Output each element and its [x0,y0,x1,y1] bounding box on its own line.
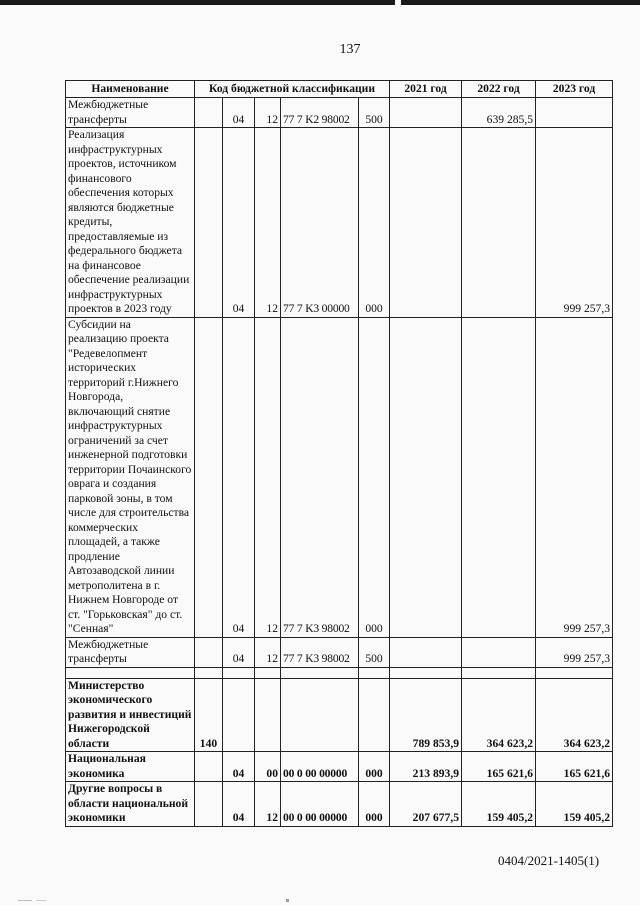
header-classification: Код бюджетной классификации [195,81,390,98]
cell-amount-2023: 999 257,3 [536,128,613,318]
cell-subsection-code: 12 [255,128,281,318]
cell-ministry-code [195,317,223,637]
cell-expense-type-code: 000 [359,317,390,637]
table-row [66,128,613,318]
cell-amount-2021 [390,128,462,318]
top-border-rule [0,0,640,5]
cell-amount-2022: 165 621,6 [462,752,536,782]
cell-subsection-code [255,678,281,752]
table-spacer-row [66,667,613,678]
table-row [66,637,613,667]
cell-amount-2023 [536,667,613,678]
cell-section-code: 04 [223,317,255,637]
cell-amount-2022: 364 623,2 [462,678,536,752]
table-body [66,98,613,827]
page-number: 137 [339,42,361,57]
cell-subsection-code: 12 [255,317,281,637]
table-row [66,752,613,782]
header-year-2022: 2022 год [462,81,536,98]
cell-expense-type-code: 000 [359,128,390,318]
table-row [66,98,613,128]
cell-target-code [281,678,359,752]
header-year-2023: 2023 год [536,81,613,98]
cell-subsection-code: 12 [255,782,281,827]
cell-ministry-code [195,128,223,318]
cell-amount-2023 [536,98,613,128]
cell-name: Межбюджетные трансферты [66,637,195,667]
cell-name: Министерство экономического развития и инвестиций Нижегородской области [66,678,195,752]
document-code: 0404/2021-1405(1) [498,853,600,868]
cell-target-code: 77 7 K2 98002 [281,98,359,128]
cell-expense-type-code [359,678,390,752]
cell-name: Национальная экономика [66,752,195,782]
cell-amount-2021 [390,98,462,128]
cell-subsection-code: 00 [255,752,281,782]
cell-amount-2022 [462,637,536,667]
cell-amount-2022: 639 285,5 [462,98,536,128]
header-year-2021: 2021 год [390,81,462,98]
cell-target-code [281,667,359,678]
table-row [66,678,613,752]
top-border-gap [395,0,401,5]
cell-section-code [223,678,255,752]
budget-table [65,80,613,827]
cell-amount-2023: 999 257,3 [536,637,613,667]
cell-expense-type-code [359,667,390,678]
cell-target-code: 00 0 00 00000 [281,782,359,827]
cell-expense-type-code: 000 [359,782,390,827]
cell-amount-2021: 789 853,9 [390,678,462,752]
cell-subsection-code: 12 [255,98,281,128]
cell-ministry-code [195,782,223,827]
cell-target-code: 00 0 00 00000 [281,752,359,782]
cell-name [66,667,195,678]
cell-subsection-code: 12 [255,637,281,667]
cell-target-code: 77 7 K3 98002 [281,637,359,667]
cell-amount-2021 [390,637,462,667]
cell-amount-2021 [390,667,462,678]
cell-amount-2023: 999 257,3 [536,317,613,637]
table-row [66,782,613,827]
cell-amount-2022 [462,667,536,678]
cell-expense-type-code: 000 [359,752,390,782]
cell-section-code [223,667,255,678]
cell-section-code: 04 [223,98,255,128]
cell-section-code: 04 [223,782,255,827]
cell-expense-type-code: 500 [359,637,390,667]
table-row [66,317,613,637]
cell-amount-2022 [462,128,536,318]
cell-amount-2023: 159 405,2 [536,782,613,827]
cell-name: Реализация инфраструктурных проектов, источником финансового обеспечения которых являются бюджетные кредиты, предоставляемые из федерального бюджета на финансовое обеспечение реализации инфраструктурных проектов в 2023 году [66,128,195,318]
cell-amount-2023: 364 623,2 [536,678,613,752]
cell-name: Субсидии на реализацию проекта "Редевелопмент исторических территорий г.Нижнего Новгорода, включающий снятие инфраструктурных ограничений за счет инженерной подготовки территории Почаинского оврага и создания парковой зоны, в том числе для строительства коммерческих площадей, а также продление Автозаводской линии метрополитена в г. Нижнем Новгороде от ст. "Горьковская" до ст. "Сенная" [66,317,195,637]
cell-amount-2022 [462,317,536,637]
cell-target-code: 77 7 K3 00000 [281,128,359,318]
cell-ministry-code: 140 [195,678,223,752]
cell-section-code: 04 [223,128,255,318]
cell-amount-2021: 213 893,9 [390,752,462,782]
cell-amount-2022: 159 405,2 [462,782,536,827]
cell-ministry-code [195,667,223,678]
table-header-row [66,81,613,98]
cell-target-code: 77 7 K3 98002 [281,317,359,637]
cell-subsection-code [255,667,281,678]
header-name: Наименование [66,81,195,98]
cell-ministry-code [195,637,223,667]
cell-name: Межбюджетные трансферты [66,98,195,128]
cell-amount-2021 [390,317,462,637]
cell-amount-2021: 207 677,5 [390,782,462,827]
cell-ministry-code [195,98,223,128]
cell-expense-type-code: 500 [359,98,390,128]
cell-amount-2023: 165 621,6 [536,752,613,782]
cell-section-code: 04 [223,637,255,667]
cell-name: Другие вопросы в области национальной экономики [66,782,195,827]
scan-artifact-specks [0,896,640,905]
cell-section-code: 04 [223,752,255,782]
cell-ministry-code [195,752,223,782]
